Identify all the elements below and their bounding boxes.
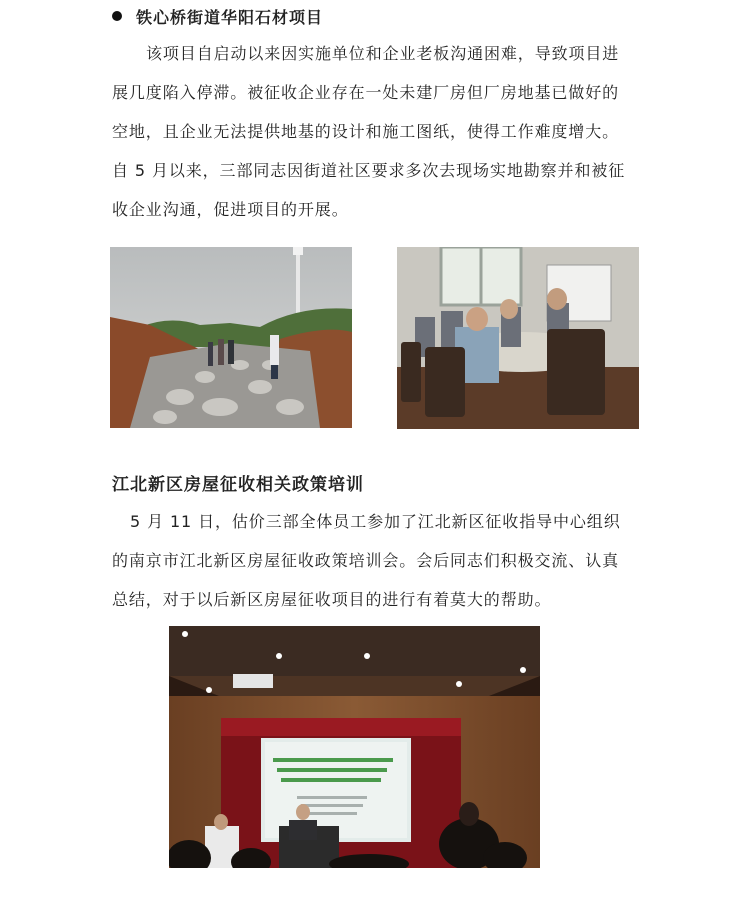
section2-paragraph: [112, 502, 634, 619]
paragraph-line: 该项目自启动以来因实施单位和企业老板沟通困难，导致项目进: [146, 44, 620, 63]
paragraph-line: 总结，对于以后新区房屋征收项目的进行有着莫大的帮助。: [112, 590, 552, 609]
section2-heading: 江北新区房屋征收相关政策培训: [112, 475, 364, 495]
section1-paragraph: [112, 34, 634, 229]
paragraph-line: 展几度陷入停滞。被征收企业存在一处未建厂房但厂房地基已做好的: [112, 83, 620, 102]
paragraph-line: 自 5 月以来，三部同志因街道社区要求多次去现场实地勘察并和被征: [112, 161, 626, 180]
training-hall-photo: [169, 626, 540, 868]
meeting-room-photo: [397, 247, 639, 429]
paragraph-line: 的南京市江北新区房屋征收政策培训会。会后同志们积极交流、认真: [112, 551, 620, 570]
construction-site-photo: [110, 247, 352, 428]
paragraph-line: 收企业沟通，促进项目的开展。: [112, 200, 349, 219]
bullet-icon: [112, 11, 122, 21]
section1-heading: [112, 5, 323, 28]
paragraph-line: 空地，且企业无法提供地基的设计和施工图纸，使得工作难度增大。: [112, 122, 620, 141]
paragraph-line: 5 月 11 日，估价三部全体员工参加了江北新区征收指导中心组织: [130, 512, 621, 531]
section1-title: 铁心桥街道华阳石材项目: [136, 8, 324, 27]
